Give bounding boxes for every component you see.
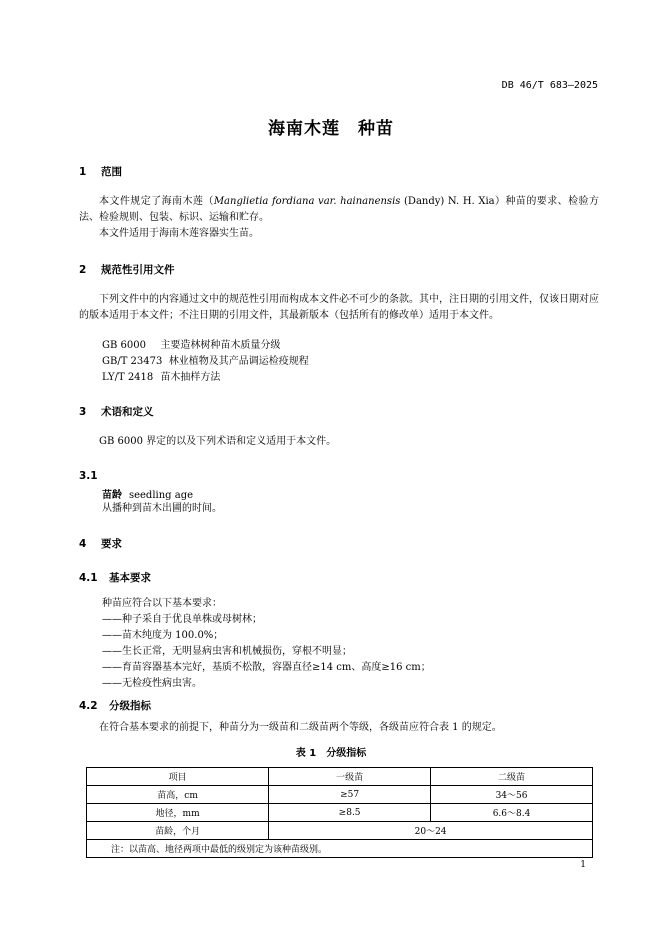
section-title: 规范性引用文件	[101, 264, 175, 276]
table-cell: 苗龄，个月	[87, 822, 269, 840]
requirement-item: ——种子采自于优良单株或母树林；	[102, 614, 262, 625]
table-cell: ≥57	[269, 786, 431, 804]
section-1-heading	[79, 164, 122, 179]
reference-code: LY/T 2418	[102, 372, 154, 383]
table-note: 注：以苗高、地径两项中最低的级别定为该种苗级别。	[87, 840, 593, 858]
term-definition: 从播种到苗木出圃的时间。	[102, 503, 222, 514]
section-number: 1	[79, 166, 87, 178]
reference-item	[102, 338, 280, 354]
reference-item	[102, 354, 309, 370]
section-number: 4.2	[79, 700, 98, 712]
section-2-heading	[79, 262, 175, 277]
reference-code: GB/T 23473	[102, 356, 163, 367]
term-entry	[102, 486, 193, 501]
section-title: 分级指标	[109, 700, 151, 712]
table-header-row	[87, 768, 593, 786]
scope-paragraph	[79, 194, 599, 226]
section-title: 术语和定义	[101, 406, 154, 418]
document-code: DB 46/T 683—2025	[501, 80, 598, 91]
table-cell: 苗高，cm	[87, 786, 269, 804]
table-cell: 6.6～8.4	[431, 804, 593, 822]
section-title: 范围	[101, 166, 122, 178]
table-cell: ≥8.5	[269, 804, 431, 822]
reference-name: 苗木抽样方法	[160, 372, 221, 383]
table-cell: 地径，mm	[87, 804, 269, 822]
table-row	[87, 804, 593, 822]
term-zh: 苗龄	[102, 490, 122, 501]
scope-text-pre: 本文件规定了海南木莲（	[99, 196, 214, 207]
document-title: 海南木莲 种苗	[268, 119, 394, 139]
requirement-item: ——无检疫性病虫害。	[102, 678, 202, 689]
scope-latin-name: Manglietia fordiana var. hainanensis	[213, 196, 401, 207]
scope-applicability: 本文件适用于海南木莲容器实生苗。	[99, 228, 259, 239]
requirement-item: ——生长正常，无明显病虫害和机械损伤，穿根不明显；	[102, 646, 352, 657]
basic-requirements-intro: 种苗应符合以下基本要求：	[102, 598, 222, 609]
section-4-heading	[79, 536, 122, 551]
section-number: 4.1	[79, 572, 98, 584]
grading-paragraph: 在符合基本要求的前提下，种苗分为一级苗和二级苗两个等级，各级苗应符合表 1 的规定。	[99, 722, 502, 733]
section-number: 3	[79, 406, 87, 418]
section-3-heading	[79, 404, 154, 419]
requirement-item: ——育苗容器基本完好，基质不松散，容器直径≥14 cm、高度≥16 cm；	[102, 662, 431, 673]
table-row	[87, 822, 593, 840]
table-caption: 表 1 分级指标	[295, 748, 367, 759]
reference-code: GB 6000	[102, 340, 146, 351]
table-header-cell: 二级苗	[431, 768, 593, 786]
section-title: 要求	[101, 538, 122, 550]
reference-name: 林业植物及其产品调运检疫规程	[168, 356, 309, 367]
subsection-4-2-heading	[79, 698, 151, 713]
scope-text-post: (Dandy) N. H. Xia）种苗的要求、检验方法、检验规则、包装、标识、运输和贮存。	[79, 196, 599, 223]
grading-table	[86, 767, 593, 858]
subsection-4-1-heading	[79, 570, 151, 585]
requirement-item: ——苗木纯度为 100.0%；	[102, 630, 224, 641]
table-row	[87, 786, 593, 804]
section-number: 2	[79, 264, 87, 276]
section-number: 4	[79, 538, 87, 550]
term-en: seedling age	[128, 490, 194, 501]
page-number: 1	[580, 860, 586, 870]
table-note-row	[87, 840, 593, 858]
reference-item	[102, 370, 220, 386]
normative-references-paragraph: 下列文件中的内容通过文中的规范性引用而构成本文件必不可少的条款。其中，注日期的引用文件，仅该日期对应的版本适用于本文件；不注日期的引用文件，其最新版本（包括所有的修改单）适用于本文件。	[79, 294, 599, 321]
table-header-cell: 一级苗	[269, 768, 431, 786]
reference-name: 主要造林树种苗木质量分级	[160, 340, 281, 351]
table-cell: 20～24	[269, 822, 593, 840]
table-cell: 34～56	[431, 786, 593, 804]
subsection-3-1-number: 3.1	[79, 470, 98, 482]
section-title: 基本要求	[109, 572, 151, 584]
terms-paragraph: GB 6000 界定的以及下列术语和定义适用于本文件。	[99, 436, 337, 447]
table-header-cell: 项目	[87, 768, 269, 786]
